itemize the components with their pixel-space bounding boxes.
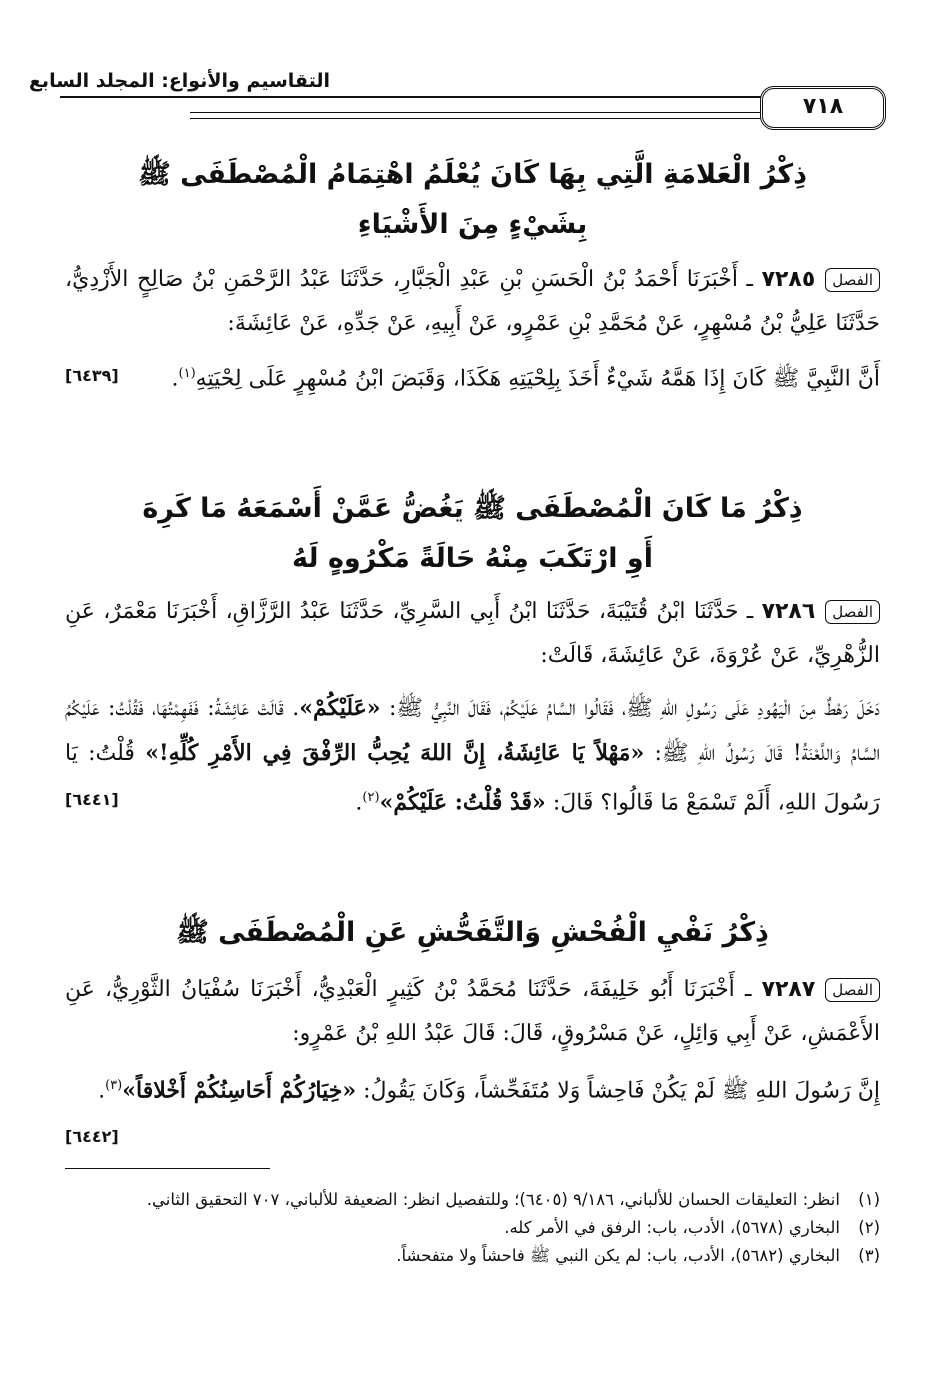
matn-text: . قَالَتْ عَائِشَةُ: فَفَهِمْتُهَا، فَقُلْتُ: عَلَيْكُمُ السَّامُ وَاللَّعْنَةُ! قَالَ رَسُولُ اللهِ ﷺ: <box>65 696 880 766</box>
footnote-number: (١) <box>858 1190 880 1209</box>
hadith-7286-matn <box>65 686 880 825</box>
matn-text: إِنَّ رَسُولَ اللهِ ﷺ لَمْ يَكُنْ فَاحِشاً وَلا مُتَفَحِّشاً، وَكَانَ يَقُولُ: <box>363 1078 880 1104</box>
matn-quote: «قَدْ قُلْتُ: عَلَيْكُمْ» <box>379 789 546 816</box>
footnote-text: البخاري (٥٦٧٨)، الأدب، باب: الرفق في الأمر كله. <box>504 1218 840 1237</box>
matn-text: أَنَّ النَّبِيَّ ﷺ كَانَ إِذَا هَمَّهُ شَيْءٌ أَخَذَ بِلِحْيَتِهِ هَكَذَا، وَقَبَضَ ابْنُ مُسْهِرٍ عَلَى لِحْيَتِهِ <box>195 366 880 392</box>
hadith-badge: الفصل <box>825 268 880 292</box>
matn-text: دَخَلَ رَهْطٌ مِنَ الْيَهُودِ عَلَى رَسُولِ اللهِ ﷺ، فَقَالُوا السَّامُ عَلَيْكُمْ، فَقَالَ النَّبِيُّ ﷺ: <box>388 696 880 721</box>
matn-quote: «خِيَارُكُمْ أَحَاسِنُكُمْ أَخْلاقاً» <box>122 1077 357 1104</box>
footnote-text: انظر: التعليقات الحسان للألباني، ٩/١٨٦ (٦٤٠٥)؛ وللتفصيل انظر: الضعيفة للألباني، ٧٠٧ التحقيق الثاني. <box>146 1190 840 1209</box>
section-2 <box>65 484 880 584</box>
footnote-1 <box>65 1186 880 1214</box>
hadith-7285-matn <box>65 352 880 401</box>
page-number: ٧١٨ <box>760 86 886 130</box>
isnad-text: ـ أَخْبَرَنَا أَحْمَدُ بْنُ الْحَسَنِ بْنِ عَبْدِ الْجَبَّارِ، حَدَّثَنَا عَبْدُ الرَّحْمَنِ بْنُ صَالِحٍ الأَزْدِيُّ، حَدَّثَنَا عَلِيُّ بْنُ مُسْهِرٍ، عَنْ مُحَمَّدِ بْنِ عَمْرٍو، عَنْ أَبِيهِ، عَنْ جَدِّهِ، عَنْ عَائِشَةَ: <box>65 267 880 336</box>
hadith-number: ٧٢٨٧ <box>761 977 816 1002</box>
matn-quote: «عَلَيْكُمْ» <box>299 695 381 721</box>
footnote-2 <box>65 1214 880 1242</box>
footnote-mark: (١) <box>178 366 196 381</box>
hadith-reference: [٦٤٤٢] <box>65 1127 119 1147</box>
hadith-7286-isnad <box>65 590 880 678</box>
hadith-7287-matn <box>65 1064 880 1159</box>
footnote-separator <box>65 1168 270 1169</box>
section-heading-line2: أَوِ ارْتَكَبَ مِنْهُ حَالَةً مَكْرُوهٍ لَهُ <box>292 543 653 574</box>
matn-end: . <box>171 366 179 392</box>
footnote-3 <box>65 1242 880 1270</box>
hadith-7285-isnad <box>65 258 880 346</box>
page-header <box>28 68 880 128</box>
isnad-text: ـ حَدَّثَنَا ابْنُ قُتَيْبَةَ، حَدَّثَنَا ابْنُ أَبِي السَّرِيِّ، حَدَّثَنَا عَبْدُ الرَّزَّاقِ، أَخْبَرَنَا مَعْمَرٌ، عَنِ الزُّهْرِيِّ، عَنْ عُرْوَةَ، عَنْ عَائِشَةَ، قَالَتْ: <box>65 599 880 668</box>
hadith-badge: الفصل <box>825 600 880 624</box>
hadith-reference: [٦٤٣٩] <box>65 366 119 385</box>
footnote-number: (٣) <box>858 1246 880 1265</box>
hadith-7287-isnad <box>65 968 880 1056</box>
matn-end: . <box>355 790 363 816</box>
isnad-text: ـ أَخْبَرَنَا أَبُو خَلِيفَةَ، حَدَّثَنَا مُحَمَّدُ بْنُ كَثِيرٍ الْعَبْدِيُّ، أَخْبَرَنَا سُفْيَانُ الثَّوْرِيُّ، عَنِ الأَعْمَشِ، عَنْ أَبِي وَائِلٍ، عَنْ مَسْرُوقٍ، قَالَ: قَالَ عَبْدُ اللهِ بْنُ عَمْرٍو: <box>65 977 880 1046</box>
matn-text: قُلْتُ: يَا رَسُولَ اللهِ، أَلَمْ تَسْمَعْ مَا قَالُوا؟ قَالَ: <box>65 741 880 816</box>
hadith-number: ٧٢٨٦ <box>761 599 816 624</box>
section-heading: ذِكْرُ نَفْيِ الْفُحْشِ وَالتَّفَحُّشِ عَنِ الْمُصْطَفَى ﷺ <box>176 917 769 948</box>
footnote-text: البخاري (٥٦٨٢)، الأدب، باب: لم يكن النبي ﷺ فاحشاً ولا متفحشاً. <box>396 1246 840 1265</box>
section-heading: ذِكْرُ الْعَلامَةِ الَّتِي بِهَا كَانَ يُعْلَمُ اهْتِمَامُ الْمُصْطَفَى ﷺ <box>138 159 807 190</box>
section-3 <box>65 908 880 958</box>
footnote-mark: (٣) <box>105 1078 123 1093</box>
section-heading-line2: بِشَيْءٍ مِنَ الأَشْيَاءِ <box>357 209 588 240</box>
matn-quote: «مَهْلاً يَا عَائِشَةُ، إِنَّ اللهَ يُحِبُّ الرِّفْقَ فِي الأَمْرِ كُلِّهِ!» <box>145 740 645 766</box>
running-title: التقاسيم والأنواع: المجلد السابع <box>28 70 330 92</box>
section-1 <box>65 150 880 250</box>
header-rule <box>60 96 880 98</box>
hadith-reference: [٦٤٤١] <box>65 790 119 809</box>
footnote-number: (٢) <box>858 1218 880 1237</box>
hadith-badge: الفصل <box>825 978 880 1002</box>
footnote-mark: (٢) <box>362 790 380 805</box>
section-heading: ذِكْرُ مَا كَانَ الْمُصْطَفَى ﷺ يَغُضُّ عَمَّنْ أَسْمَعَهُ مَا كَرِهَ <box>142 493 803 524</box>
footnotes <box>65 1186 880 1270</box>
matn-end: . <box>98 1078 106 1104</box>
hadith-number: ٧٢٨٥ <box>761 267 816 292</box>
